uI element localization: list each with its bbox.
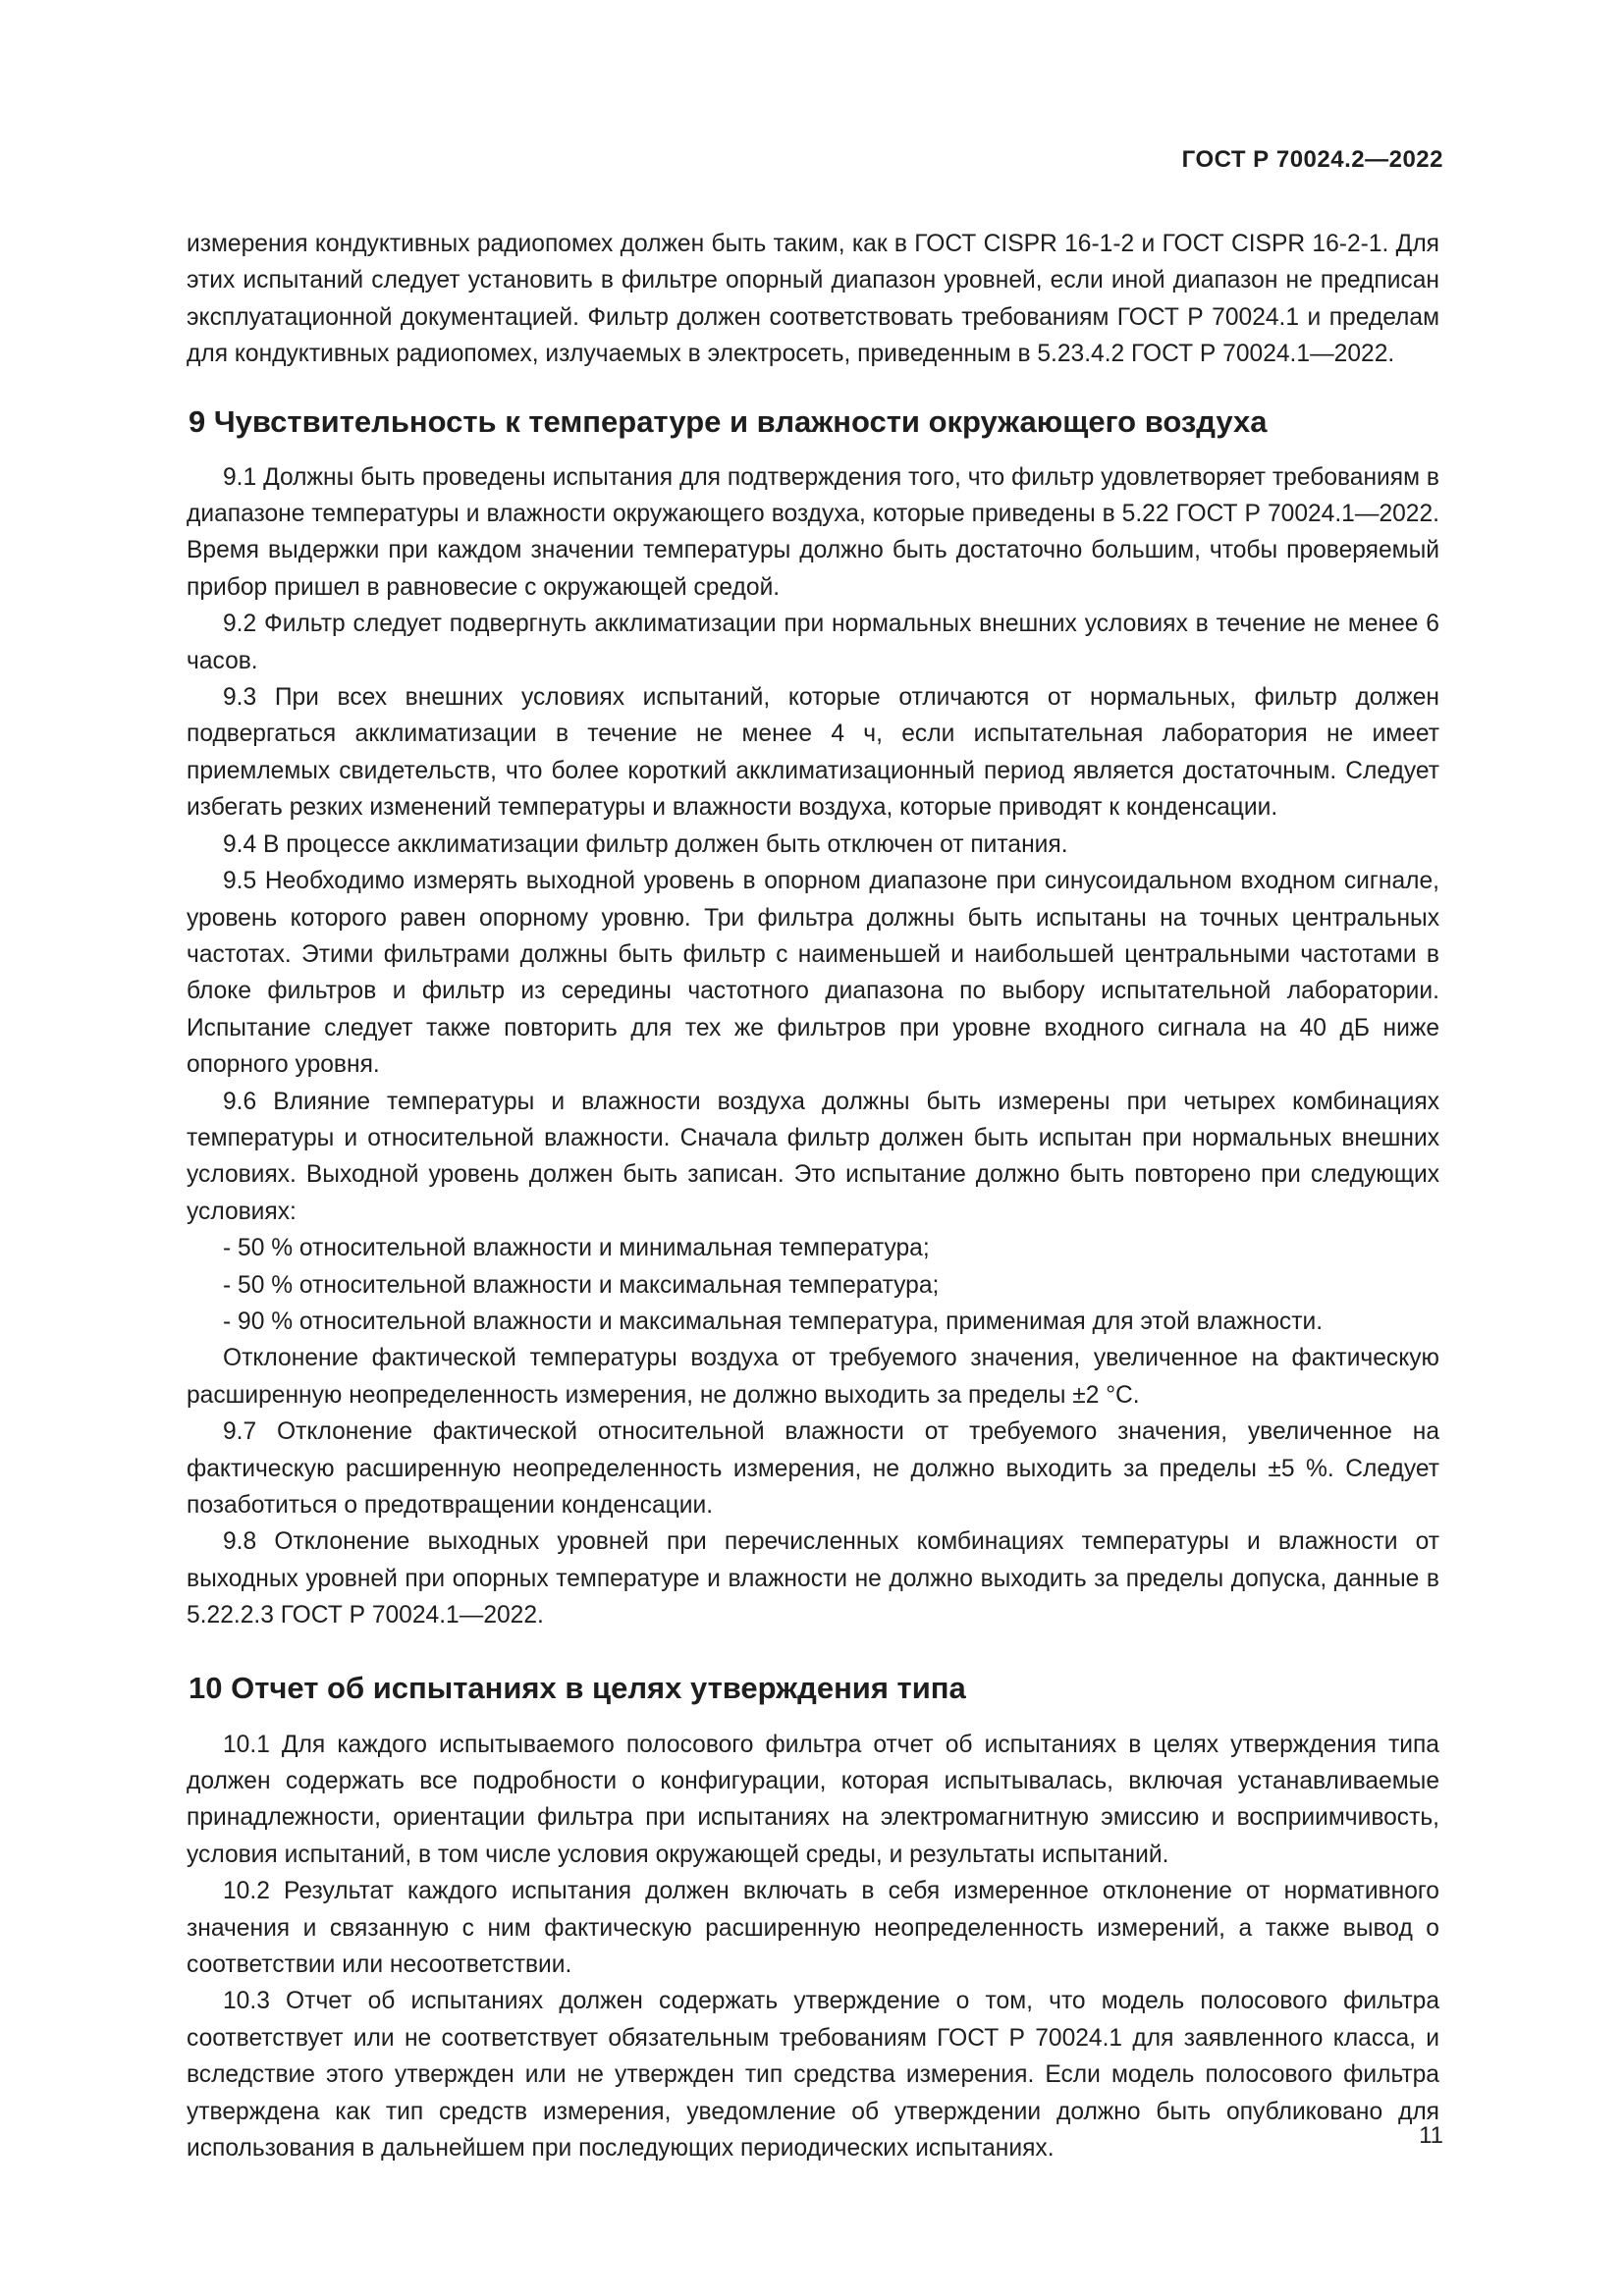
section-9-heading: 9 Чувствительность к температуре и влажности окружающего воздуха <box>189 403 1268 439</box>
document-body <box>187 226 1439 2167</box>
page-number: 11 <box>1419 2122 1443 2149</box>
paragraph-9-2: 9.2 Фильтр следует подвергнуть акклиматизации при нормальных внешних условиях в течение не менее 6 часов. <box>187 611 1439 674</box>
list-item: - 50 % относительной влажности и максимальная температура; <box>223 1271 940 1299</box>
paragraph-9-3: 9.3 При всех внешних условиях испытаний, которые отличаются от нормальных, фильтр должен подвергаться акклиматизации в течение не менее 4 ч, если испытательная лаборатория не имеет приемлемых свидетельств, что более короткий акклиматизационный период является достаточным. Следует избегать резких изменений температуры и влажности воздуха, которые приводят к конденсации. <box>187 684 1439 822</box>
paragraph-9-7: 9.7 Отклонение фактической относительной влажности от требуемого значения, увеличенное на фактическую расширенную неопределенность измерения, не должно выходить за пределы ±5 %. Следует позаботиться о предотвращении конденсации. <box>187 1418 1439 1519</box>
paragraph-10-2: 10.2 Результат каждого испытания должен включать в себя измеренное отклонение от нормативного значения и связанную с ним фактическую расширенную неопределенность измерений, а также вывод о соответствии или несоответствии. <box>187 1878 1439 1979</box>
section-10-heading: 10 Отчет об испытаниях в целях утверждения типа <box>189 1670 966 1705</box>
document-header: ГОСТ Р 70024.2—2022 <box>1181 146 1443 173</box>
paragraph-9-8: 9.8 Отклонение выходных уровней при перечисленных комбинациях температуры и влажности от выходных уровней при опорных температуре и влажности не должно выходить за пределы допуска, данные в 5.22.2.3 ГОСТ Р 70024.1—2022. <box>187 1528 1439 1629</box>
list-item: - 50 % относительной влажности и минимальная температура; <box>223 1235 930 1262</box>
paragraph-9-6: 9.6 Влияние температуры и влажности воздуха должны быть измерены при четырех комбинациях температуры и относительной влажности. Сначала фильтр должен быть испытан при нормальных внешних условиях. Выходной уровень должен быть записан. Это испытание должно быть повторено при следующих условиях: <box>187 1088 1439 1225</box>
paragraph-9-4: 9.4 В процессе акклиматизации фильтр должен быть отключен от питания. <box>223 830 1068 858</box>
list-item: - 90 % относительной влажности и максимальная температура, применимая для этой влажности. <box>223 1308 1324 1335</box>
intro-paragraph: измерения кондуктивных радиопомех должен быть таким, как в ГОСТ CISPR 16-1-2 и ГОСТ CISPR 16-2-1. Для этих испытаний следует установить в фильтре опорный диапазон уровней, если иной диапазон не предписан эксплуатационной документацией. Фильтр должен соответствовать требованиям ГОСТ Р 70024.1 и пределам для кондуктивных радиопомех, излучаемых в электросеть, приведенным в 5.23.4.2 ГОСТ Р 70024.1—2022. <box>187 231 1439 368</box>
paragraph-10-1: 10.1 Для каждого испытываемого полосового фильтра отчет об испытаниях в целях утверждения типа должен содержать все подробности о конфигурации, которая испытывалась, включая устанавливаемые принадлежности, ориентации фильтра при испытаниях на электромагнитную эмиссию и восприимчивость, условия испытаний, в том числе условия окружающей среды, и результаты испытаний. <box>187 1731 1439 1868</box>
paragraph-9-6-deviation: Отклонение фактической температуры воздуха от требуемого значения, увеличенное на фактическую расширенную неопределенность измерения, не должно выходить за пределы ±2 °С. <box>187 1345 1439 1409</box>
paragraph-10-3: 10.3 Отчет об испытаниях должен содержать утверждение о том, что модель полосового фильтра соответствует или не соответствует обязательным требованиям ГОСТ Р 70024.1 для заявленного класса, и вследствие этого утвержден или не утвержден тип средства измерения. Если модель полосового фильтра утверждена как тип средств измерения, уведомление об утверждении должно быть опубликовано для использования в дальнейшем при последующих периодических испытаниях. <box>187 1988 1439 2163</box>
paragraph-9-1: 9.1 Должны быть проведены испытания для подтверждения того, что фильтр удовлетворяет требованиям в диапазоне температуры и влажности окружающего воздуха, которые приведены в 5.22 ГОСТ Р 70024.1—2022. Время выдержки при каждом значении температуры должно быть достаточно большим, чтобы проверяемый прибор пришел в равновесие с окружающей средой. <box>187 463 1439 601</box>
paragraph-9-5: 9.5 Необходимо измерять выходной уровень в опорном диапазоне при синусоидальном входном сигнале, уровень которого равен опорному уровню. Три фильтра должны быть испытаны на точных центральных частотах. Этими фильтрами должны быть фильтр с наименьшей и наибольшей центральными частотами в блоке фильтров и фильтр из середины частотного диапазона по выбору испытательной лаборатории. Испытание следует также повторить для тех же фильтров при уровне входного сигнала на 40 дБ ниже опорного уровня. <box>187 868 1439 1079</box>
